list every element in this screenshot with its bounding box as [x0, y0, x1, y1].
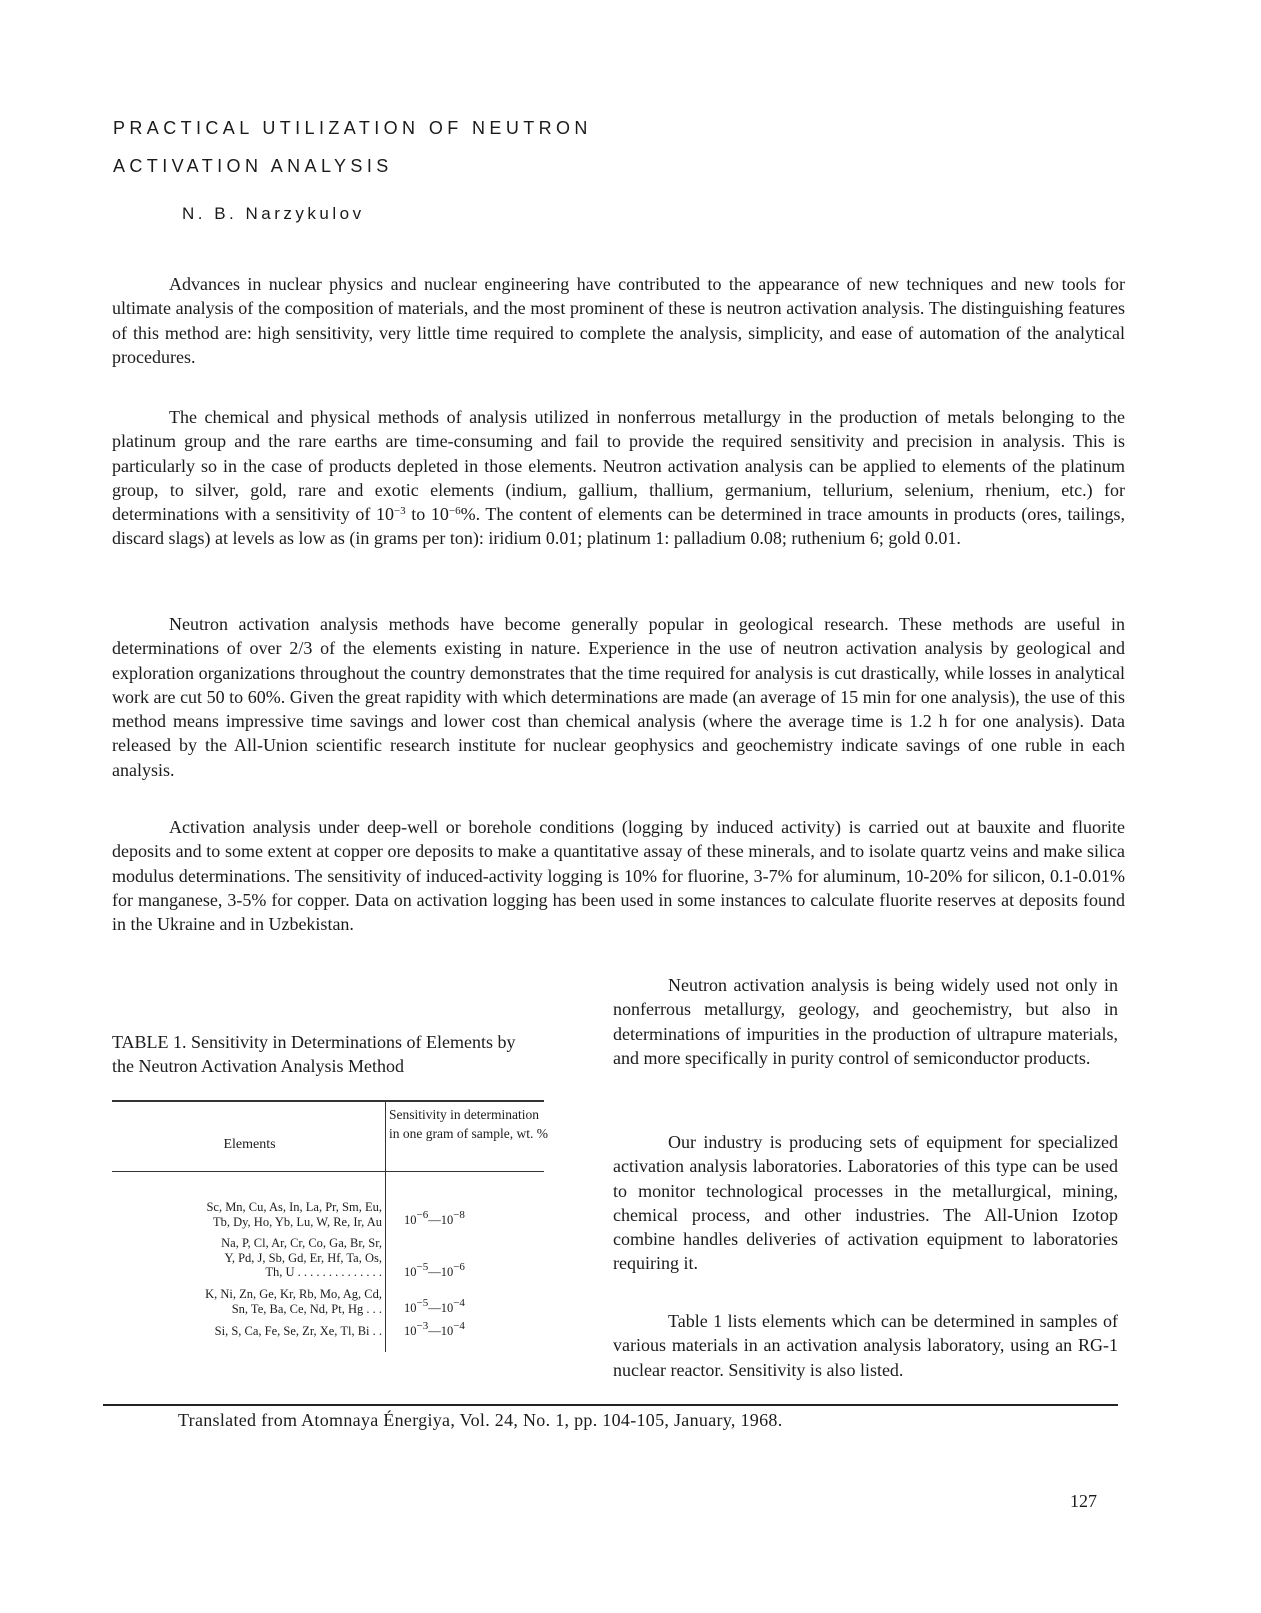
elements-line: Tb, Dy, Ho, Yb, Lu, W, Re, Ir, Au	[212, 1214, 382, 1229]
sensitivity-table	[112, 1100, 548, 1350]
sens-base: —10	[428, 1301, 454, 1315]
footnote-rule	[103, 1404, 1118, 1406]
table-header-elements: Elements	[223, 1137, 276, 1152]
paragraph-logging: Activation analysis under deep-well or borehole conditions (logging by induced activity) is carried out at bauxite and fluorite deposits and to some extent at copper ore deposits to make a quantitative assay of these minerals, and to isolate quartz veins and make silica modulus determinations. The sensitivity of induced-activity logging is 10% for fluorine, 3-7% for aluminum, 10-20% for silicon, 0.1-0.01% for manganese, 3-5% for copper. Data on activation logging has been used in some instances to calculate fluorite reserves at deposits found in the Ukraine and in Uzbekistan.	[112, 817, 1125, 935]
sens-exponent: −3	[416, 1320, 429, 1332]
sens-exponent: −4	[453, 1320, 465, 1332]
sens-exponent: −6	[416, 1209, 429, 1221]
table-cell-elements	[112, 1200, 382, 1229]
paragraph-metallurgy-part-c: %. The content of elements can be determined in trace amounts in products (ores, tailings, discard slags) at levels as low as (in grams per ton): iridium 0.01; platinum 1: palladium 0.08; ruthenium 6; gold 0.01.	[112, 504, 1125, 549]
table-cell-sensitivity	[404, 1261, 465, 1280]
paragraph-metallurgy-part-a: The chemical and physical methods of analysis utilized in nonferrous metallurgy in the production of metals belonging to the platinum group and the rare earths are time-consuming and fail to provide the required sensitivity and precision in analysis. This is particularly so in the case of products depleted in those elements. Neutron activation analysis can be applied to elements of the platinum group, to silver, gold, rare and exotic elements (indium, gallium, thallium, germanium, tellurium, selenium, rhenium, etc.) for determinations with a sensitivity of 10	[112, 407, 1125, 525]
table-cell-elements	[112, 1287, 382, 1316]
elements-line: Sn, Te, Ba, Ce, Nd, Pt, Hg . . .	[231, 1301, 382, 1316]
exponent: −3	[393, 505, 406, 518]
translation-footnote: Translated from Atomnaya Énergiya, Vol. 24, No. 1, pp. 104-105, January, 1968.	[178, 1410, 783, 1430]
paragraph-geology: Neutron activation analysis methods have become generally popular in geological research. These methods are useful in determinations of over 2/3 of the elements existing in nature. Experience in the use of neutron activation analysis by geological and exploration organizations throughout the country demonstrates that the time required for analysis is cut drastically, while losses in analytical work are cut 50 to 60%. Given the great rapidity with which determinations are made (an average of 15 min for one analysis), the use of this method means impressive time savings and lower cost than chemical analysis (where the average time is 1.2 h for one analysis). Data released by the All-Union scientific research institute for nuclear geophysics and geochemistry indicate savings of one ruble in each analysis.	[112, 614, 1125, 780]
sens-exponent: −5	[416, 1297, 429, 1309]
elements-line: K, Ni, Zn, Ge, Kr, Rb, Mo, Ag, Cd,	[205, 1287, 382, 1301]
sens-exponent: −4	[453, 1297, 465, 1309]
sens-base: —10	[428, 1213, 454, 1227]
paragraph-intro: Advances in nuclear physics and nuclear engineering have contributed to the appearance of new techniques and new tools for ultimate analysis of the composition of materials, and the most prominent of these is neutron activation analysis. The distinguishing features of this method are: high sensitivity, very little time required to complete the analysis, simplicity, and ease of automation of the analytical procedures.	[112, 274, 1125, 367]
table-caption: TABLE 1. Sensitivity in Determinations of Elements by the Neutron Activation Analysis Method	[112, 1032, 516, 1076]
table-header-rule	[112, 1171, 544, 1172]
article-title-line-2: ACTIVATION ANALYSIS	[113, 156, 393, 176]
table-cell-sensitivity	[404, 1209, 465, 1228]
elements-line: Na, P, Cl, Ar, Cr, Co, Ga, Br, Sr,	[221, 1236, 382, 1250]
table-top-rule	[112, 1100, 544, 1102]
sens-base: 10	[404, 1324, 417, 1338]
paragraph-metallurgy-part-b: to 10	[405, 504, 449, 525]
author-name: N. B. Narzykulov	[182, 204, 365, 223]
elements-line: Th, U . . . . . . . . . . . . . .	[265, 1265, 382, 1279]
elements-line: Sc, Mn, Cu, As, In, La, Pr, Sm, Eu,	[206, 1200, 382, 1214]
sens-exponent: −8	[453, 1209, 465, 1221]
sens-base: 10	[404, 1301, 417, 1315]
table-cell-elements	[112, 1324, 382, 1339]
sens-exponent: −5	[416, 1261, 429, 1273]
sens-base: —10	[428, 1265, 454, 1279]
sens-base: —10	[428, 1324, 454, 1338]
table-header-sensitivity: Sensitivity in determination in one gram of sample, wt. %	[389, 1107, 548, 1141]
exponent: −6	[448, 505, 461, 518]
paragraph-purity-control: Neutron activation analysis is being widely used not only in nonferrous metallurgy, geology, and geochemistry, but also in determinations of impurities in the production of ultrapure materials, and more specifically in purity control of semiconductor products.	[613, 975, 1118, 1068]
sens-exponent: −6	[453, 1261, 465, 1273]
sens-base: 10	[404, 1265, 417, 1279]
sens-base: 10	[404, 1213, 417, 1227]
paragraph-metallurgy	[112, 405, 1125, 551]
article-title-line-1: PRACTICAL UTILIZATION OF NEUTRON	[113, 118, 592, 138]
table-cell-elements	[112, 1236, 382, 1280]
paragraph-equipment: Our industry is producing sets of equipment for specialized activation analysis laboratories. Laboratories of this type can be used to monitor technological processes in the metallurgical, mining, chemical process, and other industries. The All-Union Izotop combine handles deliveries of activation equipment to laboratories requiring it.	[613, 1132, 1118, 1274]
table-cell-sensitivity	[404, 1320, 465, 1339]
elements-line: Y, Pd, J, Sb, Gd, Er, Hf, Ta, Os,	[224, 1250, 382, 1265]
paragraph-table-intro: Table 1 lists elements which can be determined in samples of various materials in an activation analysis laboratory, using an RG-1 nuclear reactor. Sensitivity is also listed.	[613, 1311, 1118, 1380]
table-cell-sensitivity	[404, 1297, 465, 1316]
elements-line: Si, S, Ca, Fe, Se, Zr, Xe, Tl, Bi . .	[214, 1324, 382, 1338]
page-number: 127	[1070, 1491, 1097, 1511]
